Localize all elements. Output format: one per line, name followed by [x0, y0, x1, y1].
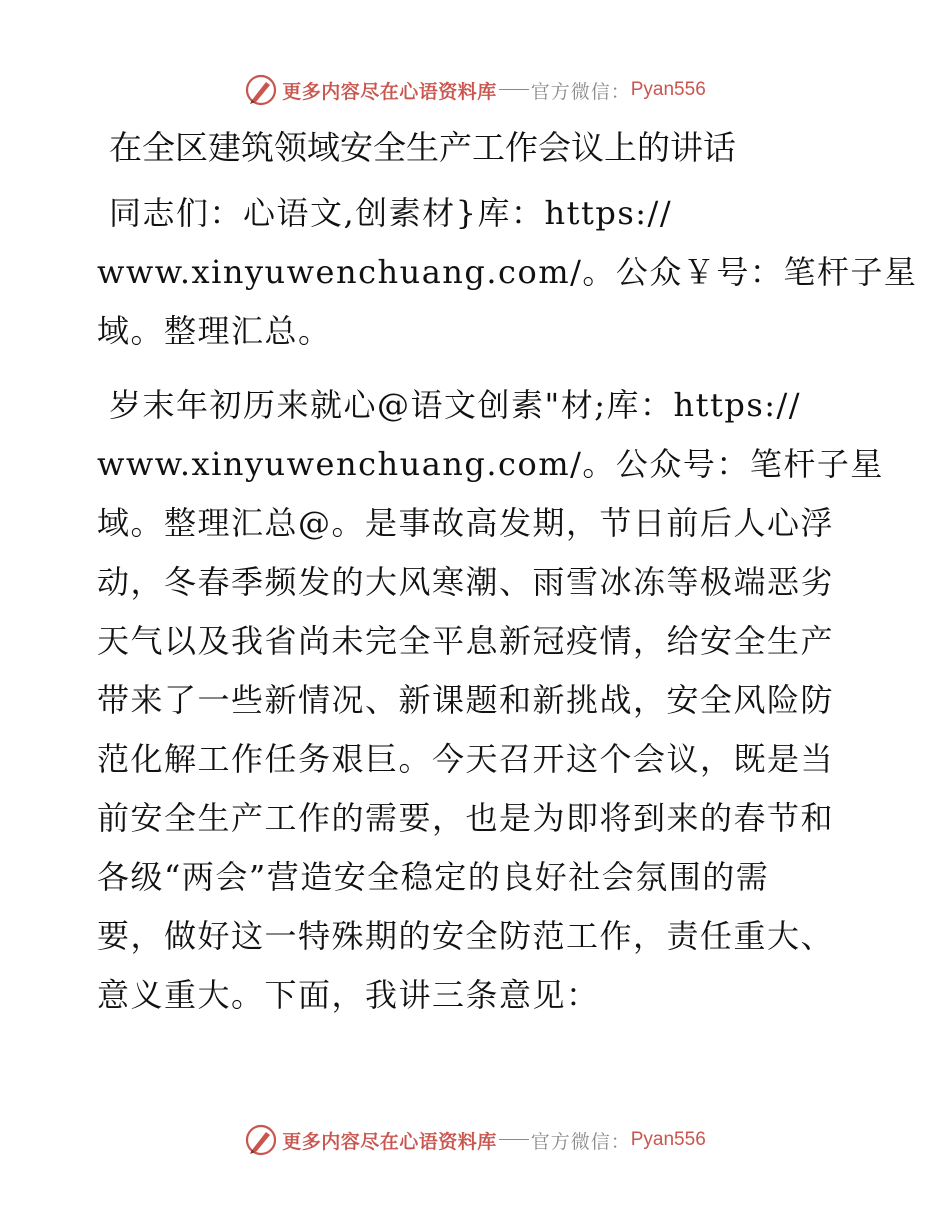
- paragraph-line: 岁末年初历来就心@语文创素"材;库：https://: [109, 386, 802, 424]
- banner-wechat-id: Pyan556: [630, 1129, 706, 1150]
- banner-slogan: 更多内容尽在心语资料库: [282, 1130, 497, 1153]
- paragraph-line: 动，冬春季频发的大风寒潮、雨雪冰冻等极端恶劣: [97, 563, 835, 601]
- paragraph-line: 同志们：心语文,创素材}库：https://: [109, 194, 673, 232]
- banner-divider: [499, 89, 529, 90]
- banner-divider: [499, 1139, 529, 1140]
- paragraph-line: 天气以及我省尚未完全平息新冠疫情，给安全生产: [97, 622, 835, 660]
- paragraph-line: 域。整理汇总。: [97, 312, 332, 350]
- paragraph-line: 域。整理汇总@。是事故高发期，节日前后人心浮: [97, 504, 835, 542]
- paragraph-line: 意义重大。下面，我讲三条意见：: [97, 976, 600, 1014]
- header-banner: [0, 70, 950, 110]
- paragraph-line: 带来了一些新情况、新课题和新挑战，安全风险防: [97, 681, 835, 719]
- banner-wechat-id: Pyan556: [630, 79, 706, 100]
- pen-logo-icon: [244, 1123, 278, 1157]
- paragraph-line: 范化解工作任务艰巨。今天召开这个会议，既是当: [97, 740, 835, 778]
- paragraph-body: [97, 376, 884, 1025]
- banner-wechat-label: 官方微信：: [530, 1130, 631, 1153]
- paragraph-line: www.xinyuwenchuang.com/。公众号：笔杆子星: [97, 445, 884, 483]
- banner-wechat-label: 官方微信：: [530, 80, 631, 103]
- document-body: [97, 122, 918, 1040]
- paragraph-line: 各级“两会”营造安全稳定的良好社会氛围的需: [97, 858, 770, 896]
- paragraph-greeting: [97, 184, 918, 361]
- banner-slogan: 更多内容尽在心语资料库: [282, 80, 497, 103]
- paragraph-line: 要，做好这一特殊期的安全防范工作，责任重大、: [97, 917, 835, 955]
- paragraph-line: 前安全生产工作的需要，也是为即将到来的春节和: [97, 799, 835, 837]
- paragraph-line: www.xinyuwenchuang.com/。公众￥号：笔杆子星: [97, 253, 918, 291]
- document-title: 在全区建筑领域安全生产工作会议上的讲话: [109, 128, 736, 167]
- pen-logo-icon: [244, 73, 278, 107]
- footer-banner: [0, 1120, 950, 1160]
